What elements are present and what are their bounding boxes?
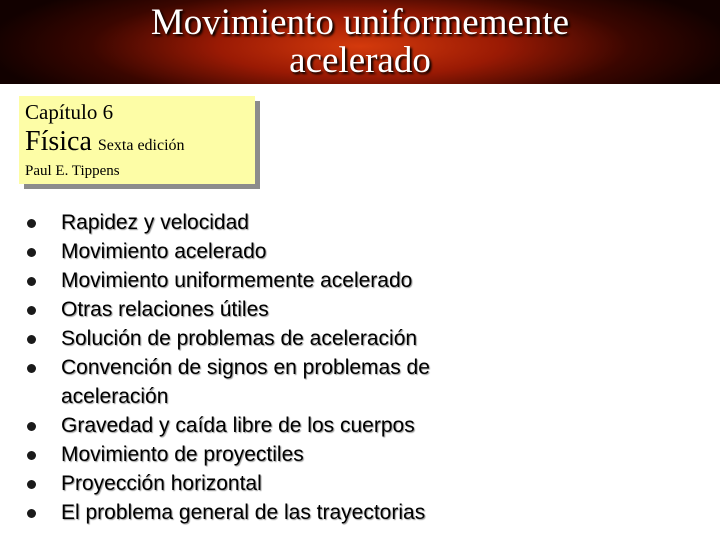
list-item — [24, 440, 714, 469]
slide-title — [0, 4, 720, 80]
list-item — [24, 208, 714, 237]
bullet-icon — [27, 422, 36, 431]
topic-text: Otras relaciones útiles — [61, 298, 269, 321]
bullet-icon — [27, 277, 36, 286]
list-item — [24, 237, 714, 266]
list-item — [24, 295, 714, 324]
author-name: Paul E. Tippens — [25, 163, 120, 179]
list-item — [24, 498, 714, 527]
topic-text: Movimiento acelerado — [61, 240, 267, 263]
book-title-line — [25, 127, 185, 161]
bullet-icon — [27, 480, 36, 489]
bullet-icon — [27, 335, 36, 344]
chapter-label: Capítulo 6 — [25, 100, 114, 124]
topic-text: Proyección horizontal — [61, 472, 262, 495]
topic-text: Convención de signos en problemas de aceleración — [61, 356, 430, 408]
bullet-icon — [27, 364, 36, 373]
topic-list — [24, 208, 714, 527]
list-item — [24, 411, 714, 440]
list-item — [24, 353, 531, 411]
topic-text: Rapidez y velocidad — [61, 211, 249, 234]
bullet-icon — [27, 509, 36, 518]
bullet-icon — [27, 451, 36, 460]
title-banner — [0, 0, 720, 84]
list-item — [24, 266, 714, 295]
topic-text: Movimiento de proyectiles — [61, 443, 304, 466]
bullet-icon — [27, 306, 36, 315]
slide-title-line-1: Movimiento uniformemente — [150, 2, 570, 43]
bullet-icon — [27, 248, 36, 257]
edition-label: Sexta edición — [97, 137, 185, 154]
list-item — [24, 469, 714, 498]
list-item — [24, 324, 714, 353]
bullet-icon — [27, 219, 36, 228]
topic-text: Movimiento uniformemente acelerado — [61, 269, 413, 292]
topic-text: Solución de problemas de aceleración — [61, 327, 418, 350]
topic-text: El problema general de las trayectorias — [61, 501, 426, 524]
book-info-box — [19, 96, 255, 184]
topic-text: Gravedad y caída libre de los cuerpos — [61, 414, 415, 437]
book-title: Física — [25, 126, 92, 157]
slide-title-line-2: acelerado — [289, 40, 431, 81]
